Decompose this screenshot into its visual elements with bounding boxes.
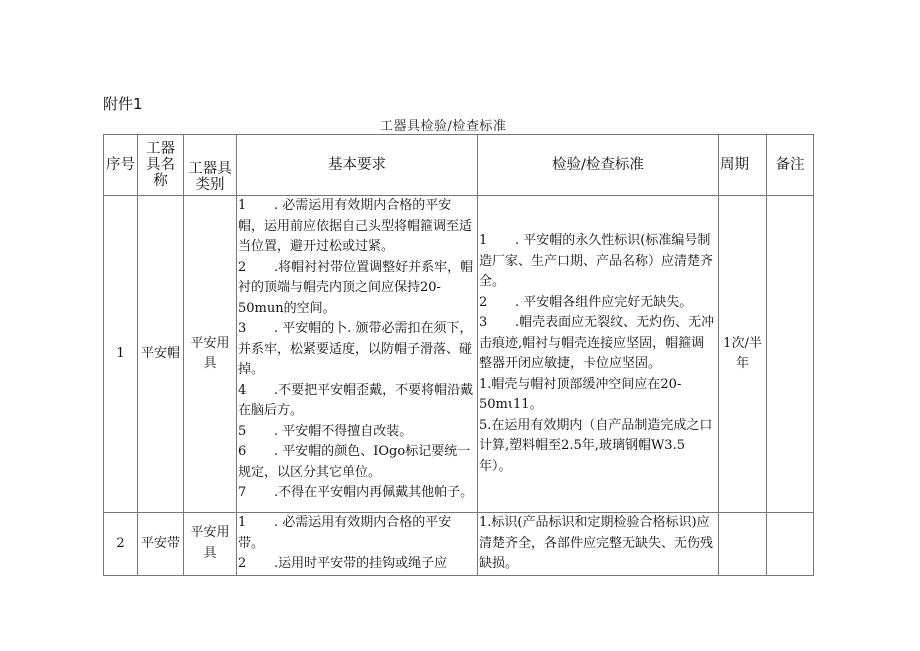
standard-item: 1 . 平安帽的永久性标识(标准编号制造厂家、生产口期、产品名称）应清楚齐全。 bbox=[479, 233, 714, 289]
cell-cycle bbox=[719, 513, 767, 576]
inspection-standards-table bbox=[103, 134, 814, 576]
cell-remarks bbox=[767, 513, 814, 576]
header-basic-requirements: 基本要求 bbox=[237, 135, 478, 196]
cell-remarks bbox=[767, 196, 814, 513]
standard-item: 5.在运用有效期内（自产品制造完成之口计算,塑料帽至2.5年,玻璃钢帽W3.5年）。 bbox=[479, 417, 713, 474]
cell-basic-requirements bbox=[237, 196, 478, 513]
cell-inspection-standard bbox=[478, 196, 719, 513]
requirement-item: 2 .运用时平安带的挂钩或绳子应 bbox=[238, 556, 448, 571]
cell-tool-name: 平安带 bbox=[138, 513, 184, 576]
requirement-item: 3 . 平安帽的卜. 颁带必需扣在须下，并系牢，松紧要适度，以防帽子滑落、碰掉。 bbox=[238, 321, 473, 377]
standard-item: 2 . 平安帽各组件应完好无缺失。 bbox=[479, 294, 693, 310]
cell-basic-requirements bbox=[237, 513, 478, 576]
header-seq: 序号 bbox=[104, 135, 138, 196]
header-inspection-standard: 检验/检查标准 bbox=[478, 135, 719, 196]
requirement-item: 1 . 必需运用有效期内合格的平安帽，运用前应依据自己头型将帽箍调至适当位置，避开过松或过紧。 bbox=[238, 198, 473, 254]
standard-item: 1.帽壳与帽衬顶部缓冲空间应在20-50mι11。 bbox=[479, 376, 682, 412]
requirement-item: 2 .将帽衬衬带位置调整好并系牢，帽衬的顶端与帽壳内顶之间应保持20-50mun的空间。 bbox=[238, 259, 474, 316]
header-remarks: 备注 bbox=[767, 135, 814, 196]
standard-item: 1.标识(产品标识和定期检验合格标识)应清楚齐全，各部件应完整无缺失、无伤残缺损。 bbox=[479, 515, 714, 571]
header-tool-name: 工器具名称 bbox=[138, 135, 184, 196]
cell-inspection-standard bbox=[478, 513, 719, 576]
cell-cycle: 1次/半年 bbox=[719, 196, 767, 513]
cell-tool-name: 平安帽 bbox=[138, 196, 184, 513]
requirement-item: 1 . 必需运用有效期内合格的平安带。 bbox=[238, 515, 452, 551]
requirement-item: 6 . 平安帽的颜色、IOgo标记要统一规定，以区分其它单位。 bbox=[238, 444, 471, 480]
standard-item: 3 .帽壳表面应无裂纹、无灼伤、无冲击痕迹,帽衬与帽壳连接应坚固，帽箍调整器开闭应敏捷，卡位应坚固。 bbox=[479, 315, 715, 371]
table-row bbox=[104, 196, 814, 513]
header-cycle: 周期 bbox=[719, 135, 767, 196]
cell-seq: 2 bbox=[104, 513, 138, 576]
requirement-item: 7 .不得在平安帽内再佩戴其他帕子。 bbox=[238, 485, 474, 500]
table-row bbox=[104, 513, 814, 576]
attachment-label: 附件1 bbox=[103, 95, 143, 113]
document-title: 工器具检验/检查标准 bbox=[380, 119, 507, 134]
cell-tool-category: 平安用具 bbox=[184, 196, 237, 513]
cell-tool-category: 平安用具 bbox=[184, 513, 237, 576]
header-tool-category: 工器具类别 bbox=[184, 135, 237, 196]
requirement-item: 5 . 平安帽不得擅自改装。 bbox=[238, 423, 413, 439]
header-row bbox=[104, 135, 814, 196]
cell-seq: 1 bbox=[104, 196, 138, 513]
requirement-item: 4 .不要把平安帽歪戴，不要将帽沿戴在脑后方。 bbox=[238, 382, 474, 418]
